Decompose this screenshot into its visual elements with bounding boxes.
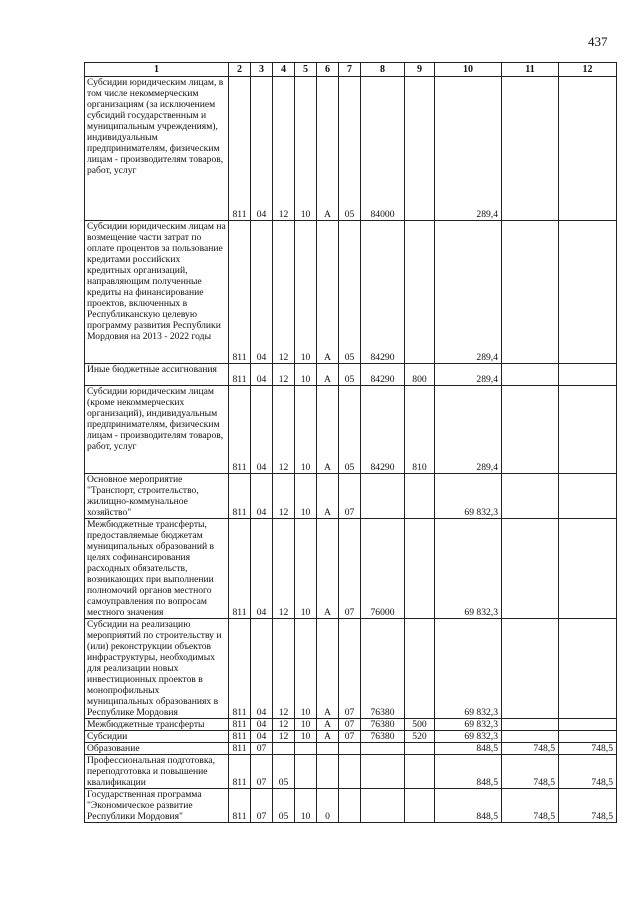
code-cell: 05 <box>339 386 361 474</box>
code-cell: 0 <box>317 789 339 823</box>
code-cell: 04 <box>251 386 273 474</box>
code-cell: 10 <box>295 77 317 221</box>
amount-cell <box>559 474 617 519</box>
code-cell: А <box>317 519 339 619</box>
column-header-12: 12 <box>559 63 617 77</box>
table-row <box>85 789 617 823</box>
code-cell: 12 <box>273 619 295 719</box>
amount-cell: 748,5 <box>559 789 617 823</box>
code-cell: А <box>317 386 339 474</box>
code-cell: 05 <box>273 755 295 789</box>
code-cell: 07 <box>251 743 273 755</box>
code-cell: 07 <box>339 719 361 731</box>
code-cell: 811 <box>229 731 251 743</box>
code-cell: 12 <box>273 364 295 386</box>
code-cell: 810 <box>405 386 435 474</box>
code-cell: 811 <box>229 221 251 364</box>
code-cell: 12 <box>273 719 295 731</box>
amount-cell <box>559 619 617 719</box>
table-row <box>85 364 617 386</box>
code-cell: 10 <box>295 364 317 386</box>
column-header-6: 6 <box>317 63 339 77</box>
table-row <box>85 755 617 789</box>
code-cell: 04 <box>251 519 273 619</box>
amount-cell: 69 832,3 <box>435 474 502 519</box>
amount-cell <box>502 386 559 474</box>
code-cell: 84290 <box>361 386 405 474</box>
table-row <box>85 731 617 743</box>
amount-cell <box>559 77 617 221</box>
code-cell: 10 <box>295 474 317 519</box>
code-cell: 10 <box>295 789 317 823</box>
code-cell: 10 <box>295 519 317 619</box>
amount-cell <box>559 519 617 619</box>
code-cell: 811 <box>229 755 251 789</box>
code-cell <box>339 789 361 823</box>
code-cell <box>405 474 435 519</box>
amount-cell <box>559 719 617 731</box>
budget-table <box>84 62 617 823</box>
code-cell <box>405 743 435 755</box>
code-cell: 520 <box>405 731 435 743</box>
code-cell: 811 <box>229 364 251 386</box>
code-cell: 04 <box>251 77 273 221</box>
amount-cell <box>559 364 617 386</box>
code-cell: 04 <box>251 474 273 519</box>
code-cell <box>405 789 435 823</box>
code-cell: 05 <box>339 364 361 386</box>
amount-cell: 69 832,3 <box>435 619 502 719</box>
code-cell <box>405 77 435 221</box>
code-cell: А <box>317 364 339 386</box>
amount-cell <box>502 731 559 743</box>
column-header-7: 7 <box>339 63 361 77</box>
code-cell <box>405 519 435 619</box>
column-header-11: 11 <box>502 63 559 77</box>
code-cell: 12 <box>273 386 295 474</box>
amount-cell <box>502 364 559 386</box>
code-cell: 04 <box>251 719 273 731</box>
code-cell: 811 <box>229 619 251 719</box>
amount-cell: 748,5 <box>559 755 617 789</box>
code-cell: 10 <box>295 619 317 719</box>
column-header-3: 3 <box>251 63 273 77</box>
code-cell: 05 <box>273 789 295 823</box>
code-cell: 84000 <box>361 77 405 221</box>
amount-cell <box>559 386 617 474</box>
code-cell: А <box>317 731 339 743</box>
code-cell: 10 <box>295 731 317 743</box>
amount-cell <box>502 519 559 619</box>
code-cell: 07 <box>251 755 273 789</box>
code-cell: 04 <box>251 364 273 386</box>
amount-cell: 848,5 <box>435 789 502 823</box>
code-cell: 12 <box>273 474 295 519</box>
code-cell <box>317 755 339 789</box>
code-cell: 84290 <box>361 364 405 386</box>
amount-cell: 289,4 <box>435 77 502 221</box>
amount-cell <box>502 474 559 519</box>
amount-cell <box>502 619 559 719</box>
column-header-4: 4 <box>273 63 295 77</box>
row-name-cell: Профессиональная подготовка, переподготовка и повышение квалификации <box>85 755 229 789</box>
code-cell: 05 <box>339 221 361 364</box>
amount-cell <box>502 77 559 221</box>
code-cell <box>361 755 405 789</box>
code-cell <box>339 755 361 789</box>
code-cell: 12 <box>273 731 295 743</box>
code-cell: А <box>317 719 339 731</box>
row-name-cell: Межбюджетные трансферты, предоставляемые бюджетам муниципальных образований в целях софинансирования расходных обязательств, возникающих при выполнении полномочий органов местного самоуправления по вопросам местного значения <box>85 519 229 619</box>
amount-cell: 69 832,3 <box>435 731 502 743</box>
code-cell <box>361 474 405 519</box>
code-cell: 12 <box>273 77 295 221</box>
code-cell: 07 <box>339 619 361 719</box>
code-cell: 811 <box>229 789 251 823</box>
code-cell: 811 <box>229 519 251 619</box>
row-name-cell: Иные бюджетные ассигнования <box>85 364 229 386</box>
row-name-cell: Субсидии юридическим лицам на возмещение части затрат по оплате процентов за пользование кредитами российских кредитных организаций, направляющим полученные кредиты на финансирование проектов, включенных в Республиканскую целевую программу развития Республики Мордовия на 2013 - 2022 годы <box>85 221 229 364</box>
amount-cell: 748,5 <box>559 743 617 755</box>
code-cell: 07 <box>251 789 273 823</box>
row-name-cell: Межбюджетные трансферты <box>85 719 229 731</box>
code-cell <box>295 743 317 755</box>
amount-cell: 69 832,3 <box>435 719 502 731</box>
code-cell: 10 <box>295 719 317 731</box>
code-cell: 04 <box>251 731 273 743</box>
code-cell: 07 <box>339 519 361 619</box>
amount-cell: 748,5 <box>502 789 559 823</box>
code-cell: 500 <box>405 719 435 731</box>
table-row <box>85 719 617 731</box>
code-cell <box>273 743 295 755</box>
header-row <box>85 63 617 77</box>
amount-cell: 289,4 <box>435 221 502 364</box>
amount-cell: 848,5 <box>435 755 502 789</box>
code-cell <box>317 743 339 755</box>
code-cell: 811 <box>229 474 251 519</box>
row-name-cell: Основное мероприятие "Транспорт, строительство, жилищно-коммунальное хозяйство" <box>85 474 229 519</box>
code-cell: А <box>317 221 339 364</box>
amount-cell: 289,4 <box>435 364 502 386</box>
code-cell: 12 <box>273 221 295 364</box>
code-cell: 04 <box>251 619 273 719</box>
code-cell: 800 <box>405 364 435 386</box>
code-cell: 07 <box>339 474 361 519</box>
table-row <box>85 221 617 364</box>
amount-cell <box>559 221 617 364</box>
code-cell <box>295 755 317 789</box>
code-cell: 76380 <box>361 719 405 731</box>
table-row <box>85 386 617 474</box>
amount-cell: 289,4 <box>435 386 502 474</box>
table-row <box>85 77 617 221</box>
table-body <box>85 77 617 823</box>
amount-cell: 748,5 <box>502 755 559 789</box>
column-header-10: 10 <box>435 63 502 77</box>
row-name-cell: Образование <box>85 743 229 755</box>
code-cell: 811 <box>229 719 251 731</box>
code-cell <box>405 755 435 789</box>
amount-cell <box>502 221 559 364</box>
code-cell: А <box>317 474 339 519</box>
code-cell: 05 <box>339 77 361 221</box>
code-cell: 04 <box>251 221 273 364</box>
table-row <box>85 474 617 519</box>
column-header-5: 5 <box>295 63 317 77</box>
code-cell: А <box>317 619 339 719</box>
table-row <box>85 519 617 619</box>
table-row <box>85 619 617 719</box>
row-name-cell: Государственная программа "Экономическое развитие Республики Мордовия" <box>85 789 229 823</box>
code-cell: 811 <box>229 77 251 221</box>
row-name-cell: Субсидии юридическим лицам (кроме некоммерческих организаций), индивидуальным предпринимателям, физическим лицам - производителям товаров, работ, услуг <box>85 386 229 474</box>
row-name-cell: Субсидии <box>85 731 229 743</box>
row-name-cell: Субсидии на реализацию мероприятий по строительству и (или) реконструкции объектов инфраструктуры, необходимых для реализации новых инвестиционных проектов в монопрофильных муниципальных образованиях в Республике Мордовия <box>85 619 229 719</box>
column-header-8: 8 <box>361 63 405 77</box>
amount-cell <box>559 731 617 743</box>
amount-cell: 69 832,3 <box>435 519 502 619</box>
column-header-2: 2 <box>229 63 251 77</box>
code-cell: 10 <box>295 386 317 474</box>
code-cell <box>339 743 361 755</box>
code-cell: 76000 <box>361 519 405 619</box>
code-cell <box>405 619 435 719</box>
code-cell: 12 <box>273 519 295 619</box>
code-cell: 07 <box>339 731 361 743</box>
code-cell: 76380 <box>361 731 405 743</box>
column-header-9: 9 <box>405 63 435 77</box>
code-cell: 10 <box>295 221 317 364</box>
table-row <box>85 743 617 755</box>
code-cell <box>361 743 405 755</box>
code-cell: 811 <box>229 386 251 474</box>
amount-cell: 748,5 <box>502 743 559 755</box>
amount-cell <box>502 719 559 731</box>
code-cell: А <box>317 77 339 221</box>
code-cell: 811 <box>229 743 251 755</box>
code-cell <box>361 789 405 823</box>
column-header-1: 1 <box>85 63 229 77</box>
code-cell <box>405 221 435 364</box>
code-cell: 76380 <box>361 619 405 719</box>
code-cell: 84290 <box>361 221 405 364</box>
amount-cell: 848,5 <box>435 743 502 755</box>
page-number: 437 <box>588 34 608 49</box>
row-name-cell: Субсидии юридическим лицам, в том числе некоммерческим организациям (за исключением субсидий государственным и муниципальным учреждениям), индивидуальным предпринимателям, физическим лицам - производителям товаров, работ, услуг <box>85 77 229 221</box>
